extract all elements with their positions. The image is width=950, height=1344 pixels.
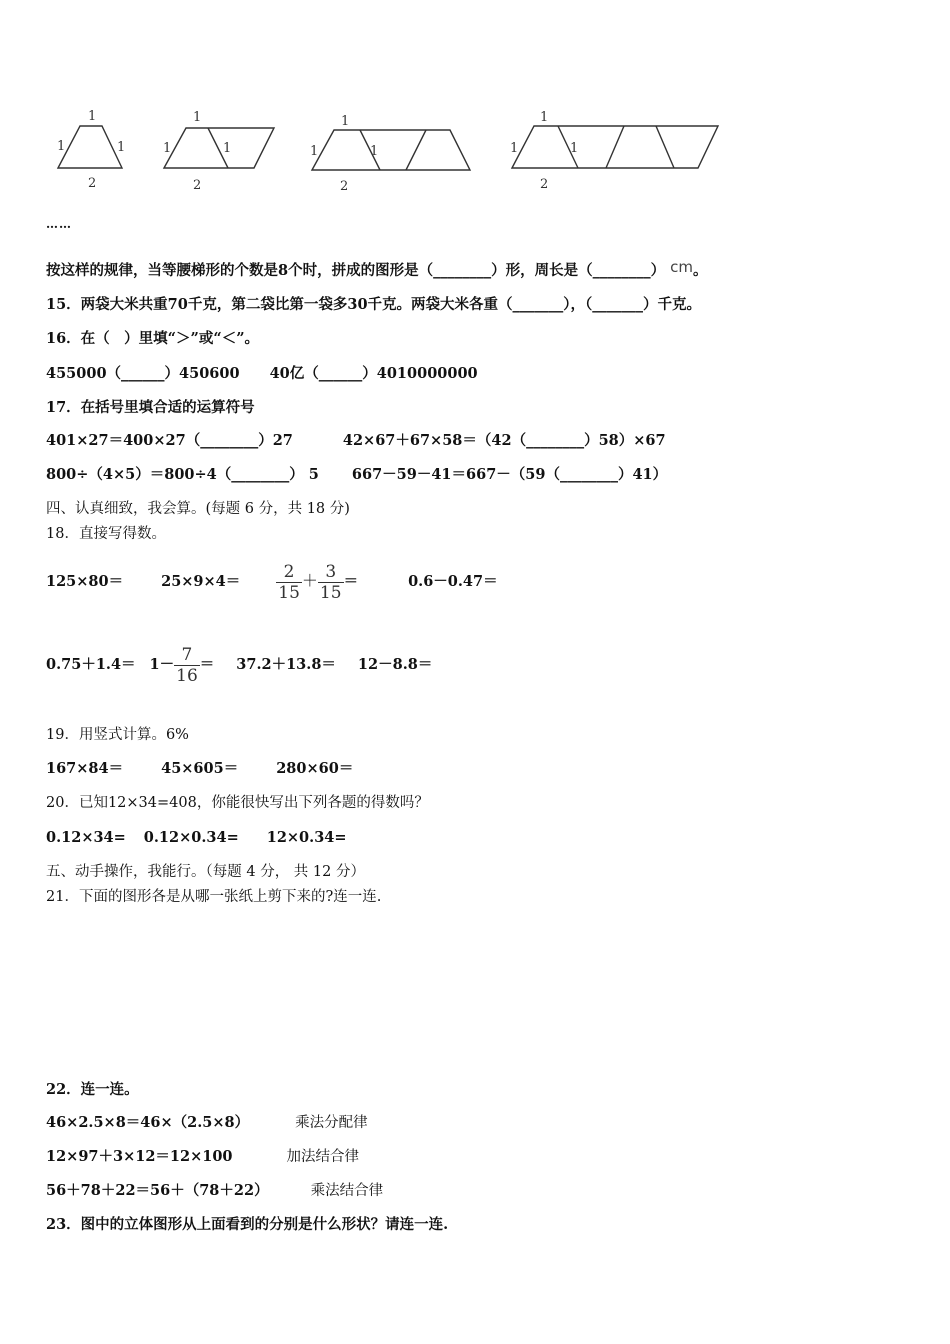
label-bottom: 2 <box>193 178 202 193</box>
fraction <box>276 562 302 603</box>
plus-sign: ＋ <box>301 571 318 590</box>
q14-text-c: ） <box>650 262 666 279</box>
q22-row <box>46 1147 359 1167</box>
label-top: 1 <box>193 110 202 125</box>
label-side: 1 <box>57 139 66 154</box>
label-bottom: 2 <box>340 179 349 194</box>
question-21-title: 21．下面的图形各是从哪一张纸上剪下来的?连一连. <box>46 889 382 905</box>
operator-item[interactable]: 42×67＋67×58＝（42（________）58）×67 <box>342 432 666 449</box>
label-side: 1 <box>310 144 319 159</box>
calc-item[interactable]: 167×84＝ <box>46 760 124 777</box>
question-17-title: 17．在括号里填合适的运算符号 <box>46 399 255 416</box>
q22-law[interactable]: 加法结合律 <box>286 1149 360 1165</box>
operator-item[interactable]: 667－59－41＝667－（59（________）41） <box>351 466 668 483</box>
q22-law[interactable]: 乘法分配律 <box>295 1115 368 1131</box>
calc-item[interactable]: 125×80＝ <box>46 573 124 590</box>
calc-item[interactable]: 1－ <box>149 656 175 673</box>
calc-item[interactable]: 0.6－0.47＝ <box>408 573 498 590</box>
equals-sign: ＝ <box>343 573 359 590</box>
label-top: 1 <box>540 110 549 125</box>
calc-item[interactable]: 0.12×34= <box>46 829 126 846</box>
label-side: 1 <box>370 144 379 159</box>
answer-blank[interactable]: ________ <box>433 262 492 279</box>
equals-sign: ＝ <box>199 656 215 673</box>
question-18-title: 18．直接写得数。 <box>46 526 166 542</box>
calc-item[interactable]: 37.2＋13.8＝ <box>236 656 336 673</box>
label-bottom: 2 <box>88 176 97 191</box>
section-5-title: 五、动手操作，我能行。（每题 4 分， 共 12 分） <box>46 864 365 880</box>
question-20-items <box>46 828 347 848</box>
question-15: 15．两袋大米共重70千克，第二袋比第一袋多30千克。两袋大米各重（_______），（_______）千克。 <box>46 296 702 313</box>
fraction-denominator: 15 <box>319 582 342 603</box>
question-16-items <box>46 364 478 384</box>
question-19-title <box>46 725 189 745</box>
trapezoid-pattern-figure <box>0 100 760 200</box>
fraction-denominator: 15 <box>278 582 300 603</box>
trapezoid-1 <box>58 126 122 168</box>
calc-item[interactable]: 45×605＝ <box>161 760 239 777</box>
fraction <box>318 562 344 603</box>
calc-item[interactable]: 12－8.8＝ <box>357 656 433 673</box>
answer-blank[interactable]: ________ <box>592 262 651 279</box>
trapezoid-2 <box>164 128 274 168</box>
calc-item[interactable]: 280×60＝ <box>276 760 354 777</box>
calc-item[interactable]: 0.75＋1.4＝ <box>46 656 136 673</box>
section-4-title: 四、认真细致，我会算。(每题 6 分，共 18 分) <box>46 501 350 517</box>
q14-text-b: ）形，周长是（ <box>491 262 593 279</box>
fraction-numerator: 3 <box>325 561 337 582</box>
label-bottom: 2 <box>540 177 549 192</box>
label-side: 1 <box>510 141 519 156</box>
label-side: 1 <box>223 141 232 156</box>
compare-item[interactable]: 40亿（______）4010000000 <box>269 365 478 382</box>
question-20-title: 20．已知12×34=408，你能很快写出下列各题的得数吗？ <box>46 795 429 811</box>
calc-item[interactable]: 12×0.34= <box>266 829 347 846</box>
q22-expression[interactable]: 46×2.5×8＝46×（2.5×8） <box>46 1114 250 1131</box>
operator-item[interactable]: 800÷（4×5）＝800÷4（________） 5 <box>46 466 319 483</box>
unit-cm: cm <box>670 258 694 276</box>
question-17-row2 <box>46 465 667 485</box>
q14-text-d: 。 <box>693 262 708 279</box>
question-22-title: 22．连一连。 <box>46 1081 139 1098</box>
cut-shapes-row <box>0 918 950 978</box>
trapezoid-3 <box>312 130 470 170</box>
label-top: 1 <box>341 114 350 129</box>
q22-expression[interactable]: 12×97＋3×12＝12×100 <box>46 1148 233 1165</box>
fraction-numerator: 7 <box>181 644 193 665</box>
question-17-row1 <box>46 431 666 451</box>
question-19-items <box>46 759 353 779</box>
operator-item[interactable]: 401×27＝400×27（________）27 <box>46 432 293 449</box>
ellipsis: …… <box>46 217 72 231</box>
q14-text-a: 按这样的规律，当等腰梯形的个数是8个时，拼成的图形是（ <box>46 262 434 279</box>
question-16-title: 16．在（ ）里填“＞”或“＜”。 <box>46 330 260 347</box>
fraction-denominator: 16 <box>176 665 198 686</box>
cut-papers-row <box>0 995 950 1055</box>
q22-law[interactable]: 乘法结合律 <box>310 1183 384 1199</box>
fraction <box>174 645 200 686</box>
label-side: 1 <box>570 141 579 156</box>
question-18-row2 <box>46 643 432 687</box>
q22-row <box>46 1181 383 1201</box>
q22-expression[interactable]: 56＋78＋22＝56＋（78＋22） <box>46 1182 269 1199</box>
calc-item[interactable]: 0.12×0.34= <box>143 829 239 846</box>
q19-title-text: 19．用竖式计算。6% <box>46 727 189 743</box>
label-side: 1 <box>163 141 172 156</box>
trapezoid-4 <box>512 126 718 168</box>
q22-row <box>46 1113 368 1133</box>
question-18-row1 <box>46 559 498 604</box>
compare-item[interactable]: 455000（______）450600 <box>46 365 240 382</box>
question-14 <box>46 260 708 281</box>
label-top: 1 <box>88 109 97 124</box>
fraction-numerator: 2 <box>283 561 295 582</box>
calc-item[interactable]: 25×9×4＝ <box>161 573 241 590</box>
label-side: 1 <box>117 140 126 155</box>
question-23-title: 23．图中的立体图形从上面看到的分别是什么形状？请连一连. <box>46 1216 449 1233</box>
